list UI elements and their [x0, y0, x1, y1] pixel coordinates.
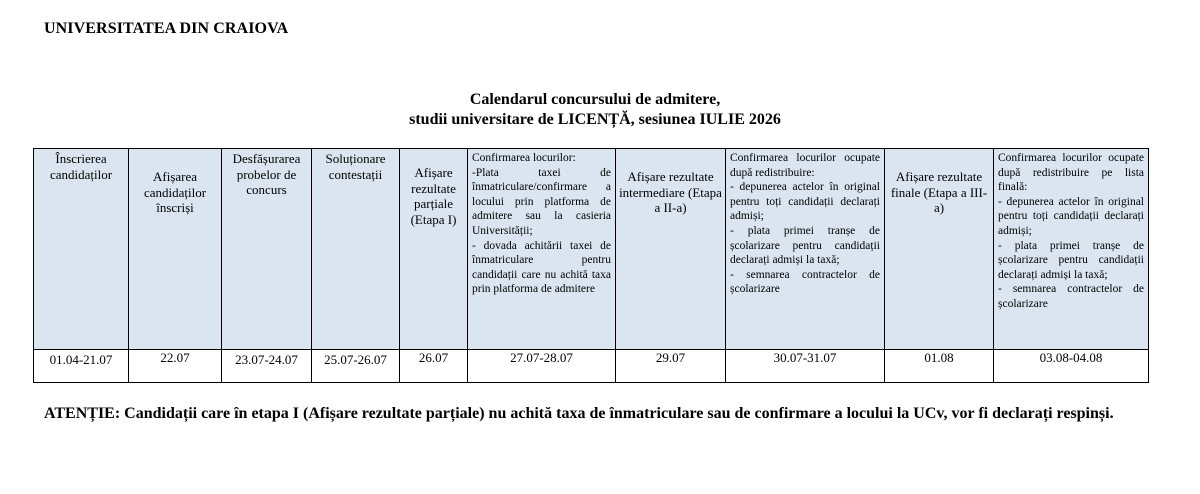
header-cell-rezultate-intermediare: Afișare rezultate intermediare (Etapa a II-a)	[616, 149, 726, 350]
date-cell-rezultate-intermediare: 29.07	[616, 350, 726, 383]
header-cell-contestatii: Soluționare contestații	[312, 149, 400, 350]
title-line-2: studii universitare de LICENȚĂ, sesiunea IULIE 2026	[409, 111, 781, 128]
date-cell-probe-concurs: 23.07-24.07	[222, 350, 312, 383]
date-cell-rezultate-finale: 01.08	[885, 350, 994, 383]
date-cell-rezultate-partiale: 26.07	[400, 350, 468, 383]
header-cell-afisare-inscrisi: Afișarea candidaților înscriși	[129, 149, 222, 350]
header-cell-probe-concurs: Desfășurarea probelor de concurs	[222, 149, 312, 350]
date-cell-confirmare-redistribuire: 30.07-31.07	[726, 350, 885, 383]
table-header-row	[34, 149, 1149, 350]
date-cell-contestatii: 25.07-26.07	[312, 350, 400, 383]
date-cell-confirmare-locuri: 27.07-28.07	[468, 350, 616, 383]
header-cell-confirmare-lista-finala: Confirmarea locurilor ocupate după redistribuire pe lista finală: - depunerea actelor în original pentru toți candidații declarați admiși; - plata primei tranșe de școlarizare pentru candidații declarați admiși la taxă; - semnarea contractelor de școlarizare	[994, 149, 1149, 350]
header-cell-rezultate-partiale: Afișare rezultate parțiale (Etapa I)	[400, 149, 468, 350]
header-cell-rezultate-finale: Afișare rezultate finale (Etapa a III-a)	[885, 149, 994, 350]
attention-note: ATENȚIE: Candidații care în etapa I (Afișare rezultate parțiale) nu achită taxa de înmatriculare sau de confirmare a locului la UCv, vor fi declarați respinși.	[44, 405, 1114, 422]
date-cell-confirmare-lista-finala: 03.08-04.08	[994, 350, 1149, 383]
page-title	[0, 90, 1190, 130]
table-row	[34, 350, 1149, 383]
header-cell-confirmare-redistribuire: Confirmarea locurilor ocupate după redistribuire: - depunerea actelor în original pentru toți candidații declarați admiși; - plata primei tranșe de școlarizare pentru candidații declarați admiși la taxă; - semnarea contractelor de școlarizare	[726, 149, 885, 350]
date-cell-inscriere: 01.04-21.07	[34, 350, 129, 383]
date-cell-afisare-inscrisi: 22.07	[129, 350, 222, 383]
header-cell-confirmare-locuri: Confirmarea locurilor: -Plata taxei de înmatriculare/confirmare a locului prin platforma de admitere sau la casieria Universității; - dovada achitării taxei de înmatriculare pentru candidații care nu achită taxa prin platforma de admitere	[468, 149, 616, 350]
university-name: UNIVERSITATEA DIN CRAIOVA	[44, 20, 289, 37]
title-line-1: Calendarul concursului de admitere,	[469, 91, 721, 108]
admission-calendar-table	[33, 148, 1149, 383]
header-cell-inscriere: Înscrierea candidaților	[34, 149, 129, 350]
